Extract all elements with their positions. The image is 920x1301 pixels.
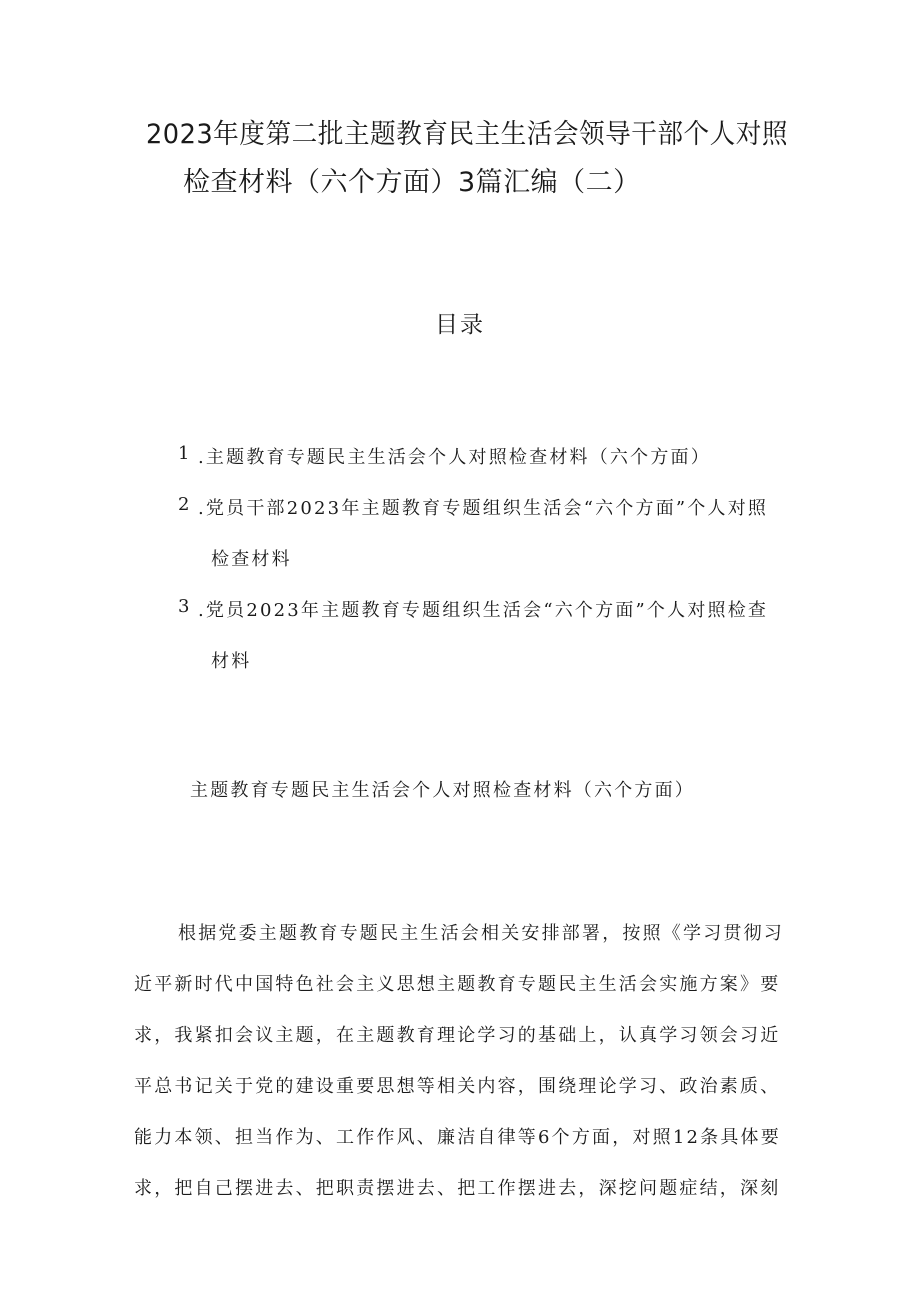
toc-item-text: .主题教育专题民主生活会个人对照检查材料（六个方面）: [198, 447, 711, 468]
toc-item-text-continued: 检查材料: [211, 549, 292, 570]
toc-item-text: .党员干部2023年主题教育专题组织生活会“六个方面”个人对照: [198, 498, 769, 519]
toc-item-text-continued: 材料: [211, 651, 252, 672]
toc-heading: 目录: [435, 312, 485, 338]
paragraph-line: 平总书记关于党的建设重要思想等相关内容，围绕理论学习、政治素质、: [134, 1076, 781, 1097]
paragraph-line: 根据党委主题教育专题民主生活会相关安排部署，按照《学习贯彻习: [178, 923, 784, 944]
toc-item-number: 1: [178, 443, 192, 464]
toc-item-number: 3: [178, 596, 192, 617]
document-title-line-1: 2023年度第二批主题教育民主生活会领导干部个人对照: [146, 119, 789, 150]
toc-item-text: .党员2023年主题教育专题组织生活会“六个方面”个人对照检查: [198, 600, 769, 621]
paragraph-line: 能力本领、担当作为、工作作风、廉洁自律等6个方面，对照12条具体要: [134, 1127, 781, 1148]
section-title: 主题教育专题民主生活会个人对照检查材料（六个方面）: [190, 780, 695, 801]
paragraph-line: 近平新时代中国特色社会主义思想主题教育专题民主生活会实施方案》要: [134, 974, 781, 995]
paragraph-line: 求，我紧扣会议主题，在主题教育理论学习的基础上，认真学习领会习近: [134, 1025, 781, 1046]
document-title-line-2: 检查材料（六个方面）3篇汇编（二）: [183, 167, 641, 198]
paragraph-line: 求，把自己摆进去、把职责摆进去、把工作摆进去，深挖问题症结，深刻: [134, 1178, 781, 1199]
toc-item-number: 2: [178, 494, 192, 515]
